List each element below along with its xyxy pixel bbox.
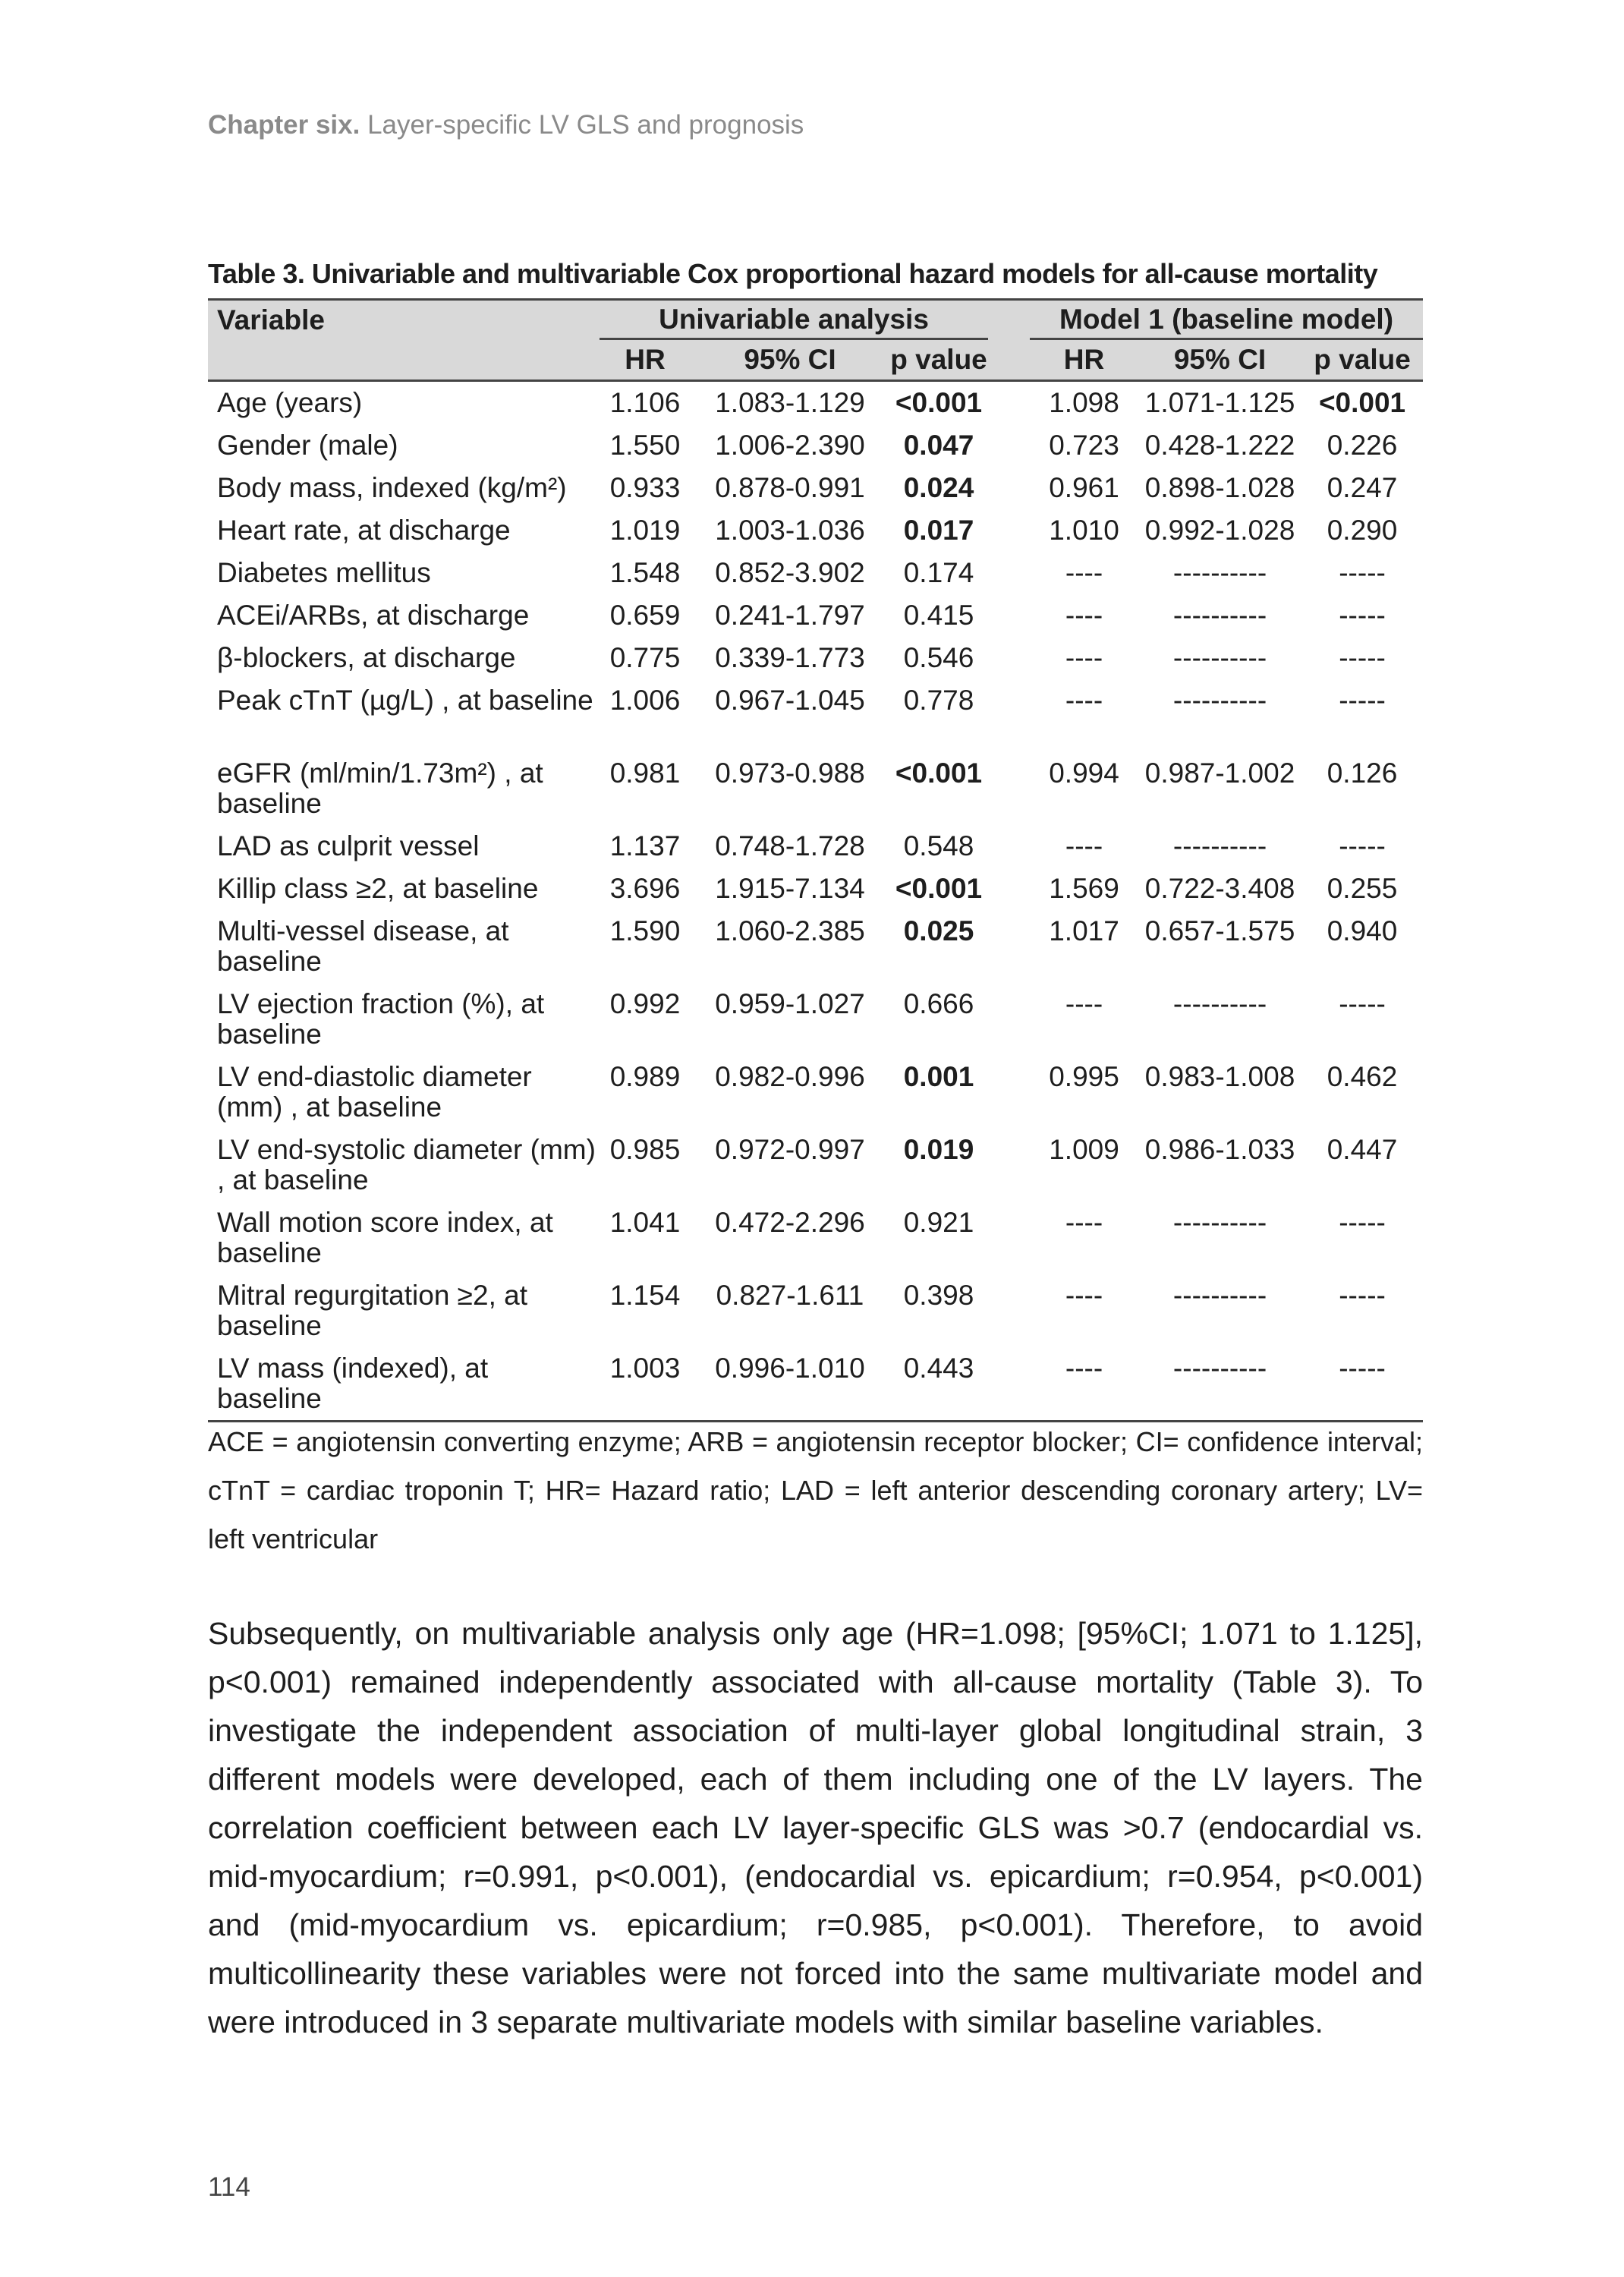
spacer-cell <box>988 752 1030 825</box>
model1-hr-cell: ---- <box>1065 642 1103 673</box>
univariable-hr-cell: 1.006 <box>609 685 681 716</box>
variable-cell: ACEi/ARBs, at discharge <box>217 600 530 631</box>
model1-p-cell: ----- <box>1339 642 1386 673</box>
model1-ci-cell: 0.657-1.575 <box>1144 915 1295 946</box>
univariable-ci-cell: 1.006-2.390 <box>715 430 865 461</box>
univariable-hr-cell: 0.985 <box>609 1134 681 1165</box>
chapter-title: Layer-specific LV GLS and prognosis <box>367 110 804 140</box>
spacer-cell <box>988 1274 1030 1347</box>
model1-ci-cell: ---------- <box>1172 1280 1267 1311</box>
spacer-cell <box>988 910 1030 983</box>
univariable-p-cell: 0.415 <box>903 600 974 631</box>
univariable-p-cell: 0.443 <box>889 1347 988 1422</box>
header-p: p value <box>1301 340 1423 381</box>
spacer-cell <box>988 983 1030 1056</box>
model1-hr-cell: 1.009 <box>1049 1134 1119 1165</box>
table-row <box>208 983 1423 1056</box>
variable-cell: Mitral regurgitation ≥2, at baseline <box>217 1280 527 1341</box>
spacer-cell <box>988 1056 1030 1129</box>
model1-ci-cell: 0.428-1.222 <box>1144 430 1295 461</box>
univariable-hr-cell: 3.696 <box>609 873 681 904</box>
model1-p-cell: 0.247 <box>1327 472 1398 503</box>
univariable-ci-cell: 0.241-1.797 <box>715 600 865 631</box>
univariable-p-cell: 0.001 <box>903 1061 974 1092</box>
model1-hr-cell: 1.017 <box>1049 915 1119 946</box>
univariable-hr-cell: 1.154 <box>609 1280 681 1311</box>
model1-hr-cell: 1.098 <box>1049 387 1119 418</box>
univariable-hr-cell: 0.659 <box>609 600 681 631</box>
variable-cell: Heart rate, at discharge <box>217 515 511 546</box>
univariable-ci-cell: 1.003-1.036 <box>715 515 865 546</box>
model1-hr-cell: ---- <box>1065 600 1103 631</box>
variable-cell: LV ejection fraction (%), at baseline <box>217 988 545 1050</box>
univariable-p-cell: 0.017 <box>903 515 974 546</box>
univariable-hr-cell: 0.989 <box>609 1061 681 1092</box>
variable-cell: LAD as culprit vessel <box>217 830 480 861</box>
model1-ci-cell: ---------- <box>1172 1207 1267 1238</box>
model1-p-cell: ----- <box>1339 1280 1386 1311</box>
model1-hr-cell: ---- <box>1065 1207 1103 1238</box>
chapter-label: Chapter six. <box>208 110 360 140</box>
model1-p-cell: ----- <box>1339 685 1386 716</box>
body-paragraph: Subsequently, on multivariable analysis only age (HR=1.098; [95%CI; 1.071 to 1.125], p<0.001) remained independently associated with all-cause mortality (Table 3). To investigate the independent association of multi-layer global longitudinal strain, 3 different models were developed, each of them including one of the LV layers. The correlation coefficient between each LV layer-specific GLS was >0.7 (endocardial vs. mid-myocardium; r=0.991, p<0.001), (endocardial vs. epicardium; r=0.954, p<0.001) and (mid-myocardium vs. epicardium; r=0.985, p<0.001). Therefore, to avoid multicollinearity these variables were not forced into the same multivariate model and were introduced in 3 separate multivariate models with similar baseline variables. <box>208 1616 1423 2039</box>
model1-ci-cell: 1.071-1.125 <box>1144 387 1295 418</box>
model1-ci-cell: ---------- <box>1172 557 1267 588</box>
univariable-hr-cell: 0.933 <box>609 472 681 503</box>
model1-ci-cell: ---------- <box>1172 642 1267 673</box>
model1-p-cell: ----- <box>1301 1347 1423 1422</box>
model1-ci-cell: ---------- <box>1172 685 1267 716</box>
univariable-p-cell: 0.666 <box>903 988 974 1019</box>
header-model1: Model 1 (baseline model) <box>1030 300 1423 341</box>
univariable-p-cell: <0.001 <box>895 873 983 904</box>
variable-cell: Body mass, indexed (kg/m²) <box>217 472 567 503</box>
variable-cell: β-blockers, at discharge <box>217 642 516 673</box>
table-row <box>208 825 1423 868</box>
model1-p-cell: ----- <box>1339 988 1386 1019</box>
model1-p-cell: ----- <box>1339 557 1386 588</box>
model1-ci-cell: 0.722-3.408 <box>1144 873 1295 904</box>
model1-p-cell: <0.001 <box>1318 387 1406 418</box>
model1-hr-cell: ---- <box>1065 685 1103 716</box>
model1-hr-cell: 1.010 <box>1049 515 1119 546</box>
variable-cell: Age (years) <box>217 387 363 418</box>
model1-hr-cell: 1.569 <box>1049 873 1119 904</box>
univariable-ci-cell: 1.915-7.134 <box>715 873 865 904</box>
model1-ci-cell: ---------- <box>1138 1347 1301 1422</box>
table-row <box>208 1347 1423 1422</box>
univariable-hr-cell: 0.775 <box>609 642 681 673</box>
model1-hr-cell: 0.723 <box>1049 430 1119 461</box>
univariable-ci-cell: 0.972-0.997 <box>715 1134 865 1165</box>
table-title: Table 3. Univariable and multivariable Cox proportional hazard models for all-cause mortality <box>208 258 1378 289</box>
univariable-hr-cell: 1.003 <box>600 1347 691 1422</box>
univariable-hr-cell: 1.106 <box>609 387 681 418</box>
univariable-ci-cell: 1.083-1.129 <box>715 387 865 418</box>
univariable-p-cell: 0.024 <box>903 472 974 503</box>
table-row <box>208 424 1423 467</box>
univariable-p-cell: <0.001 <box>895 757 983 789</box>
univariable-ci-cell: 0.827-1.611 <box>716 1280 864 1311</box>
univariable-hr-cell: 0.992 <box>609 988 681 1019</box>
page-number: 114 <box>208 2172 250 2202</box>
univariable-ci-cell: 0.748-1.728 <box>715 830 865 861</box>
model1-hr-cell: 0.994 <box>1049 757 1119 789</box>
spacer-cell <box>988 679 1030 752</box>
model1-p-cell: ----- <box>1339 600 1386 631</box>
table-row <box>208 594 1423 637</box>
univariable-hr-cell: 1.137 <box>609 830 681 861</box>
model1-p-cell: 0.226 <box>1327 430 1398 461</box>
univariable-hr-cell: 1.550 <box>609 430 681 461</box>
header-p: p value <box>889 340 988 381</box>
univariable-ci-cell: 0.472-2.296 <box>715 1207 865 1238</box>
table-row <box>208 509 1423 552</box>
cox-hazard-table <box>208 298 1423 1422</box>
header-hr: HR <box>1030 340 1138 381</box>
variable-cell: Diabetes mellitus <box>217 557 431 588</box>
spacer-cell <box>988 552 1030 594</box>
table-footnote: ACE = angiotensin converting enzyme; ARB = angiotensin receptor blocker; CI= confidence interval; cTnT = cardiac troponin T; HR= Hazard ratio; LAD = left anterior descending coronary artery; LV= left ventricular <box>208 1426 1423 1554</box>
model1-ci-cell: 0.987-1.002 <box>1144 757 1295 789</box>
table-row <box>208 910 1423 983</box>
univariable-hr-cell: 1.548 <box>609 557 681 588</box>
univariable-p-cell: 0.546 <box>903 642 974 673</box>
model1-ci-cell: 0.898-1.028 <box>1144 472 1295 503</box>
table-row <box>208 467 1423 509</box>
table-row <box>208 679 1423 752</box>
model1-p-cell: ----- <box>1339 830 1386 861</box>
table-row <box>208 752 1423 825</box>
spacer-cell <box>988 424 1030 467</box>
spacer-cell <box>988 637 1030 679</box>
model1-hr-cell: ---- <box>1065 830 1103 861</box>
univariable-p-cell: 0.921 <box>903 1207 974 1238</box>
spacer-cell <box>988 594 1030 637</box>
model1-ci-cell: ---------- <box>1172 600 1267 631</box>
spacer-cell <box>988 1201 1030 1274</box>
variable-cell: Peak cTnT (µg/L) , at baseline <box>217 685 593 716</box>
model1-p-cell: 0.447 <box>1327 1134 1398 1165</box>
model1-p-cell: 0.126 <box>1327 757 1398 789</box>
univariable-p-cell: 0.548 <box>903 830 974 861</box>
model1-hr-cell: ---- <box>1065 557 1103 588</box>
table-row <box>208 868 1423 910</box>
variable-cell: LV end-systolic diameter (mm) , at baseline <box>217 1134 596 1195</box>
univariable-ci-cell: 0.878-0.991 <box>715 472 865 503</box>
univariable-p-cell: 0.019 <box>903 1134 974 1165</box>
univariable-ci-cell: 0.339-1.773 <box>715 642 865 673</box>
spacer-cell <box>988 1129 1030 1201</box>
variable-cell: Multi-vessel disease, at baseline <box>217 915 509 977</box>
variable-cell: Killip class ≥2, at baseline <box>217 873 539 904</box>
table-row <box>208 1201 1423 1274</box>
model1-ci-cell: 0.983-1.008 <box>1144 1061 1295 1092</box>
univariable-hr-cell: 1.041 <box>609 1207 681 1238</box>
univariable-p-cell: 0.398 <box>903 1280 974 1311</box>
univariable-p-cell: 0.174 <box>903 557 974 588</box>
spacer-cell <box>988 868 1030 910</box>
univariable-ci-cell: 1.060-2.385 <box>715 915 865 946</box>
univariable-ci-cell: 0.959-1.027 <box>715 988 865 1019</box>
table-row <box>208 637 1423 679</box>
model1-ci-cell: ---------- <box>1172 830 1267 861</box>
spacer-cell <box>988 467 1030 509</box>
variable-cell: LV end-diastolic diameter (mm) , at baseline <box>217 1061 532 1123</box>
model1-p-cell: 0.255 <box>1327 873 1398 904</box>
header-ci: 95% CI <box>1138 340 1301 381</box>
table-row <box>208 381 1423 425</box>
table-subheader-row <box>208 340 1423 381</box>
header-variable: Variable <box>208 300 600 341</box>
running-head <box>208 110 804 140</box>
univariable-ci-cell: 0.996-1.010 <box>691 1347 889 1422</box>
model1-hr-cell: 0.961 <box>1049 472 1119 503</box>
model1-p-cell: 0.290 <box>1327 515 1398 546</box>
spacer-cell <box>988 1347 1030 1422</box>
model1-hr-cell: ---- <box>1030 1347 1138 1422</box>
univariable-ci-cell: 0.852-3.902 <box>715 557 865 588</box>
spacer-cell <box>988 825 1030 868</box>
univariable-p-cell: 0.778 <box>903 685 974 716</box>
univariable-hr-cell: 1.590 <box>609 915 681 946</box>
model1-hr-cell: 0.995 <box>1049 1061 1119 1092</box>
univariable-hr-cell: 0.981 <box>609 757 681 789</box>
univariable-ci-cell: 0.973-0.988 <box>715 757 865 789</box>
variable-cell: Gender (male) <box>217 430 398 461</box>
model1-hr-cell: ---- <box>1065 988 1103 1019</box>
header-ci: 95% CI <box>691 340 889 381</box>
table-header-row <box>208 300 1423 341</box>
model1-ci-cell: ---------- <box>1172 988 1267 1019</box>
model1-p-cell: ----- <box>1339 1207 1386 1238</box>
table-row <box>208 1274 1423 1347</box>
spacer-cell <box>988 381 1030 425</box>
table-row <box>208 1056 1423 1129</box>
header-univariable: Univariable analysis <box>600 300 988 341</box>
univariable-p-cell: <0.001 <box>895 387 983 418</box>
model1-hr-cell: ---- <box>1065 1280 1103 1311</box>
univariable-ci-cell: 0.967-1.045 <box>715 685 865 716</box>
spacer-cell <box>988 509 1030 552</box>
univariable-p-cell: 0.025 <box>903 915 974 946</box>
variable-cell: eGFR (ml/min/1.73m²) , at baseline <box>217 757 543 819</box>
table-row <box>208 1129 1423 1201</box>
model1-p-cell: 0.940 <box>1327 915 1398 946</box>
univariable-hr-cell: 1.019 <box>609 515 681 546</box>
model1-p-cell: 0.462 <box>1327 1061 1398 1092</box>
univariable-p-cell: 0.047 <box>903 430 974 461</box>
model1-ci-cell: 0.986-1.033 <box>1144 1134 1295 1165</box>
model1-ci-cell: 0.992-1.028 <box>1144 515 1295 546</box>
table-row <box>208 552 1423 594</box>
variable-cell: LV mass (indexed), at baseline <box>208 1347 600 1422</box>
variable-cell: Wall motion score index, at baseline <box>217 1207 553 1268</box>
table-body <box>208 381 1423 1422</box>
univariable-ci-cell: 0.982-0.996 <box>715 1061 865 1092</box>
header-hr: HR <box>600 340 691 381</box>
